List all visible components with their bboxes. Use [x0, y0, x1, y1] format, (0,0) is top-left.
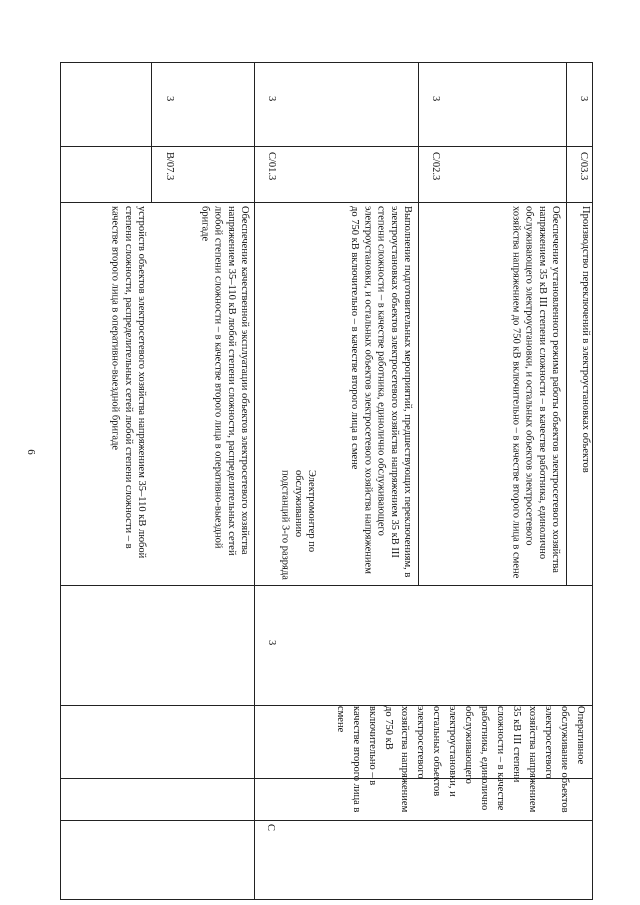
row-divider-b07 [151, 62, 152, 202]
function-code-c03: C/03.3 [578, 152, 589, 181]
table-divider-prof-function [60, 585, 593, 586]
function-level-c02: 3 [430, 96, 441, 102]
section-level-c: 3 [266, 640, 277, 646]
page-number: 6 [24, 449, 37, 455]
table-divider-letter-name [60, 820, 593, 821]
section-letter-c: C [265, 824, 276, 832]
table-divider-code-level [60, 146, 593, 147]
function-level-b07: 3 [164, 96, 175, 102]
function-text-c01: Выполнение подготовительных мероприятий, предшествующих переключениям, в электроустановках объектов электросетевого хозяйства напряжением 35 кВ III степени сложности – в качестве работника, единолично обслуживающего электроустановки, и остальных объектов электросетевого хозяйства напряжением до 750 кВ включительно – в качестве второго лица в смене [349, 206, 413, 578]
function-code-c01: C/01.3 [266, 152, 277, 181]
profession-name: Электромонтер по обслуживанию подстанций 3-го разряда [279, 470, 317, 580]
table-divider-function-code [60, 202, 593, 203]
function-text-c03: Производство переключений в электроустановках объектов [580, 206, 591, 473]
row-divider-c01 [418, 62, 419, 585]
function-level-c01: 3 [266, 96, 277, 102]
function-level-c03: 3 [578, 96, 589, 102]
function-text-continued: устройств объектов электросетевого хозяйства напряжением 35–110 кВ любой степени сложности, распределительных сетей любой степени сложности – в качестве второго лица в оперативно-выездной бригаде [109, 206, 147, 559]
row-divider-section-c [254, 62, 255, 900]
function-code-c02: C/02.3 [430, 152, 441, 181]
function-text-b07: Обеспечение качественной эксплуатации объектов электросетевого хозяйства напряжением 35–110 кВ любой степени сложности, распределительных сетей любой степени сложности – в качестве второго лица в оперативно-выездной бригаде [199, 206, 250, 556]
function-code-b07: B/07.3 [164, 152, 175, 181]
function-text-c02: Обеспечение установленного режима работы объектов электросетевого хозяйства напряжением 35 кВ III степени сложности – в качестве работника, единолично обслуживающего электроустановки, и остальных объектов электросетевого хозяйства напряжением до 750 кВ включительно – в качестве второго лица в смене [510, 206, 561, 579]
row-divider-c02 [566, 62, 567, 585]
section-name-c: Оперативное обслуживание объектов электросетевого хозяйства напряжением 35 кВ III степени сложности – в качестве работника, единолично обслуживающего электроустановки, и остальных объектов электросетевого хозяйства напряжением до 750 кВ включительно – в качестве второго лица в смене [335, 706, 586, 813]
